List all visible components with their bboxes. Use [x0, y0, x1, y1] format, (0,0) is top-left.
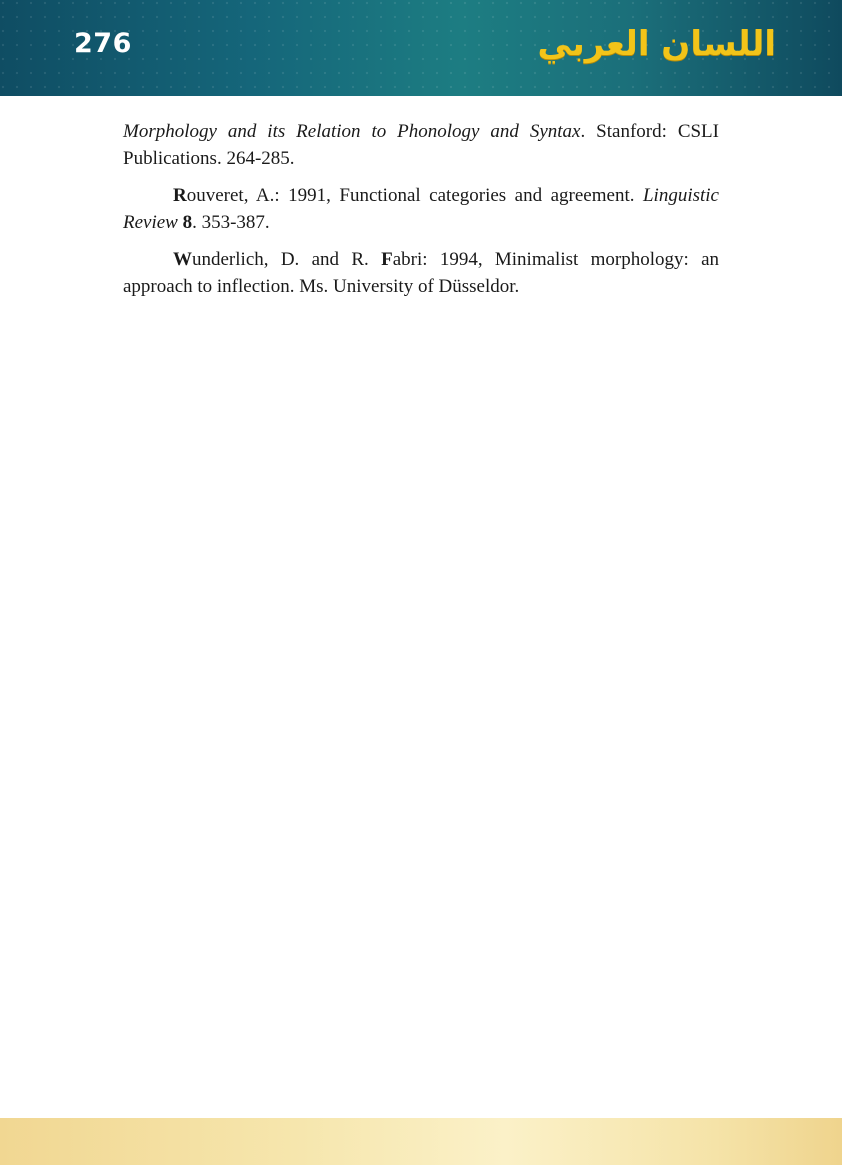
author-initial: F — [381, 249, 393, 270]
reference-entry — [123, 118, 719, 172]
reference-entry — [123, 182, 719, 236]
volume-number: 8 — [182, 212, 193, 233]
header-band — [0, 0, 842, 96]
journal-title: Linguistic Review — [123, 185, 719, 233]
reference-text: . Stanford: CSLI Publications. 264-285. — [123, 121, 719, 169]
author-initial: R — [173, 185, 187, 206]
page-range: . 353-387. — [192, 212, 270, 233]
journal-logo: اللسان العربي — [537, 24, 776, 64]
reference-text: abri: 1994, Minimalist morphology: an approach to inflection. Ms. University of Düsseldor. — [123, 249, 719, 297]
book-title: Morphology and its Relation to Phonology and Syntax — [123, 121, 581, 142]
page-number: 276 — [74, 28, 132, 59]
references-list — [123, 118, 719, 310]
author-initial: W — [173, 249, 192, 270]
footer-band — [0, 1118, 842, 1165]
reference-text: underlich, D. and R. — [192, 249, 382, 270]
reference-text: ouveret, A.: 1991, Functional categories and agreement. — [186, 185, 643, 206]
reference-entry — [123, 246, 719, 300]
